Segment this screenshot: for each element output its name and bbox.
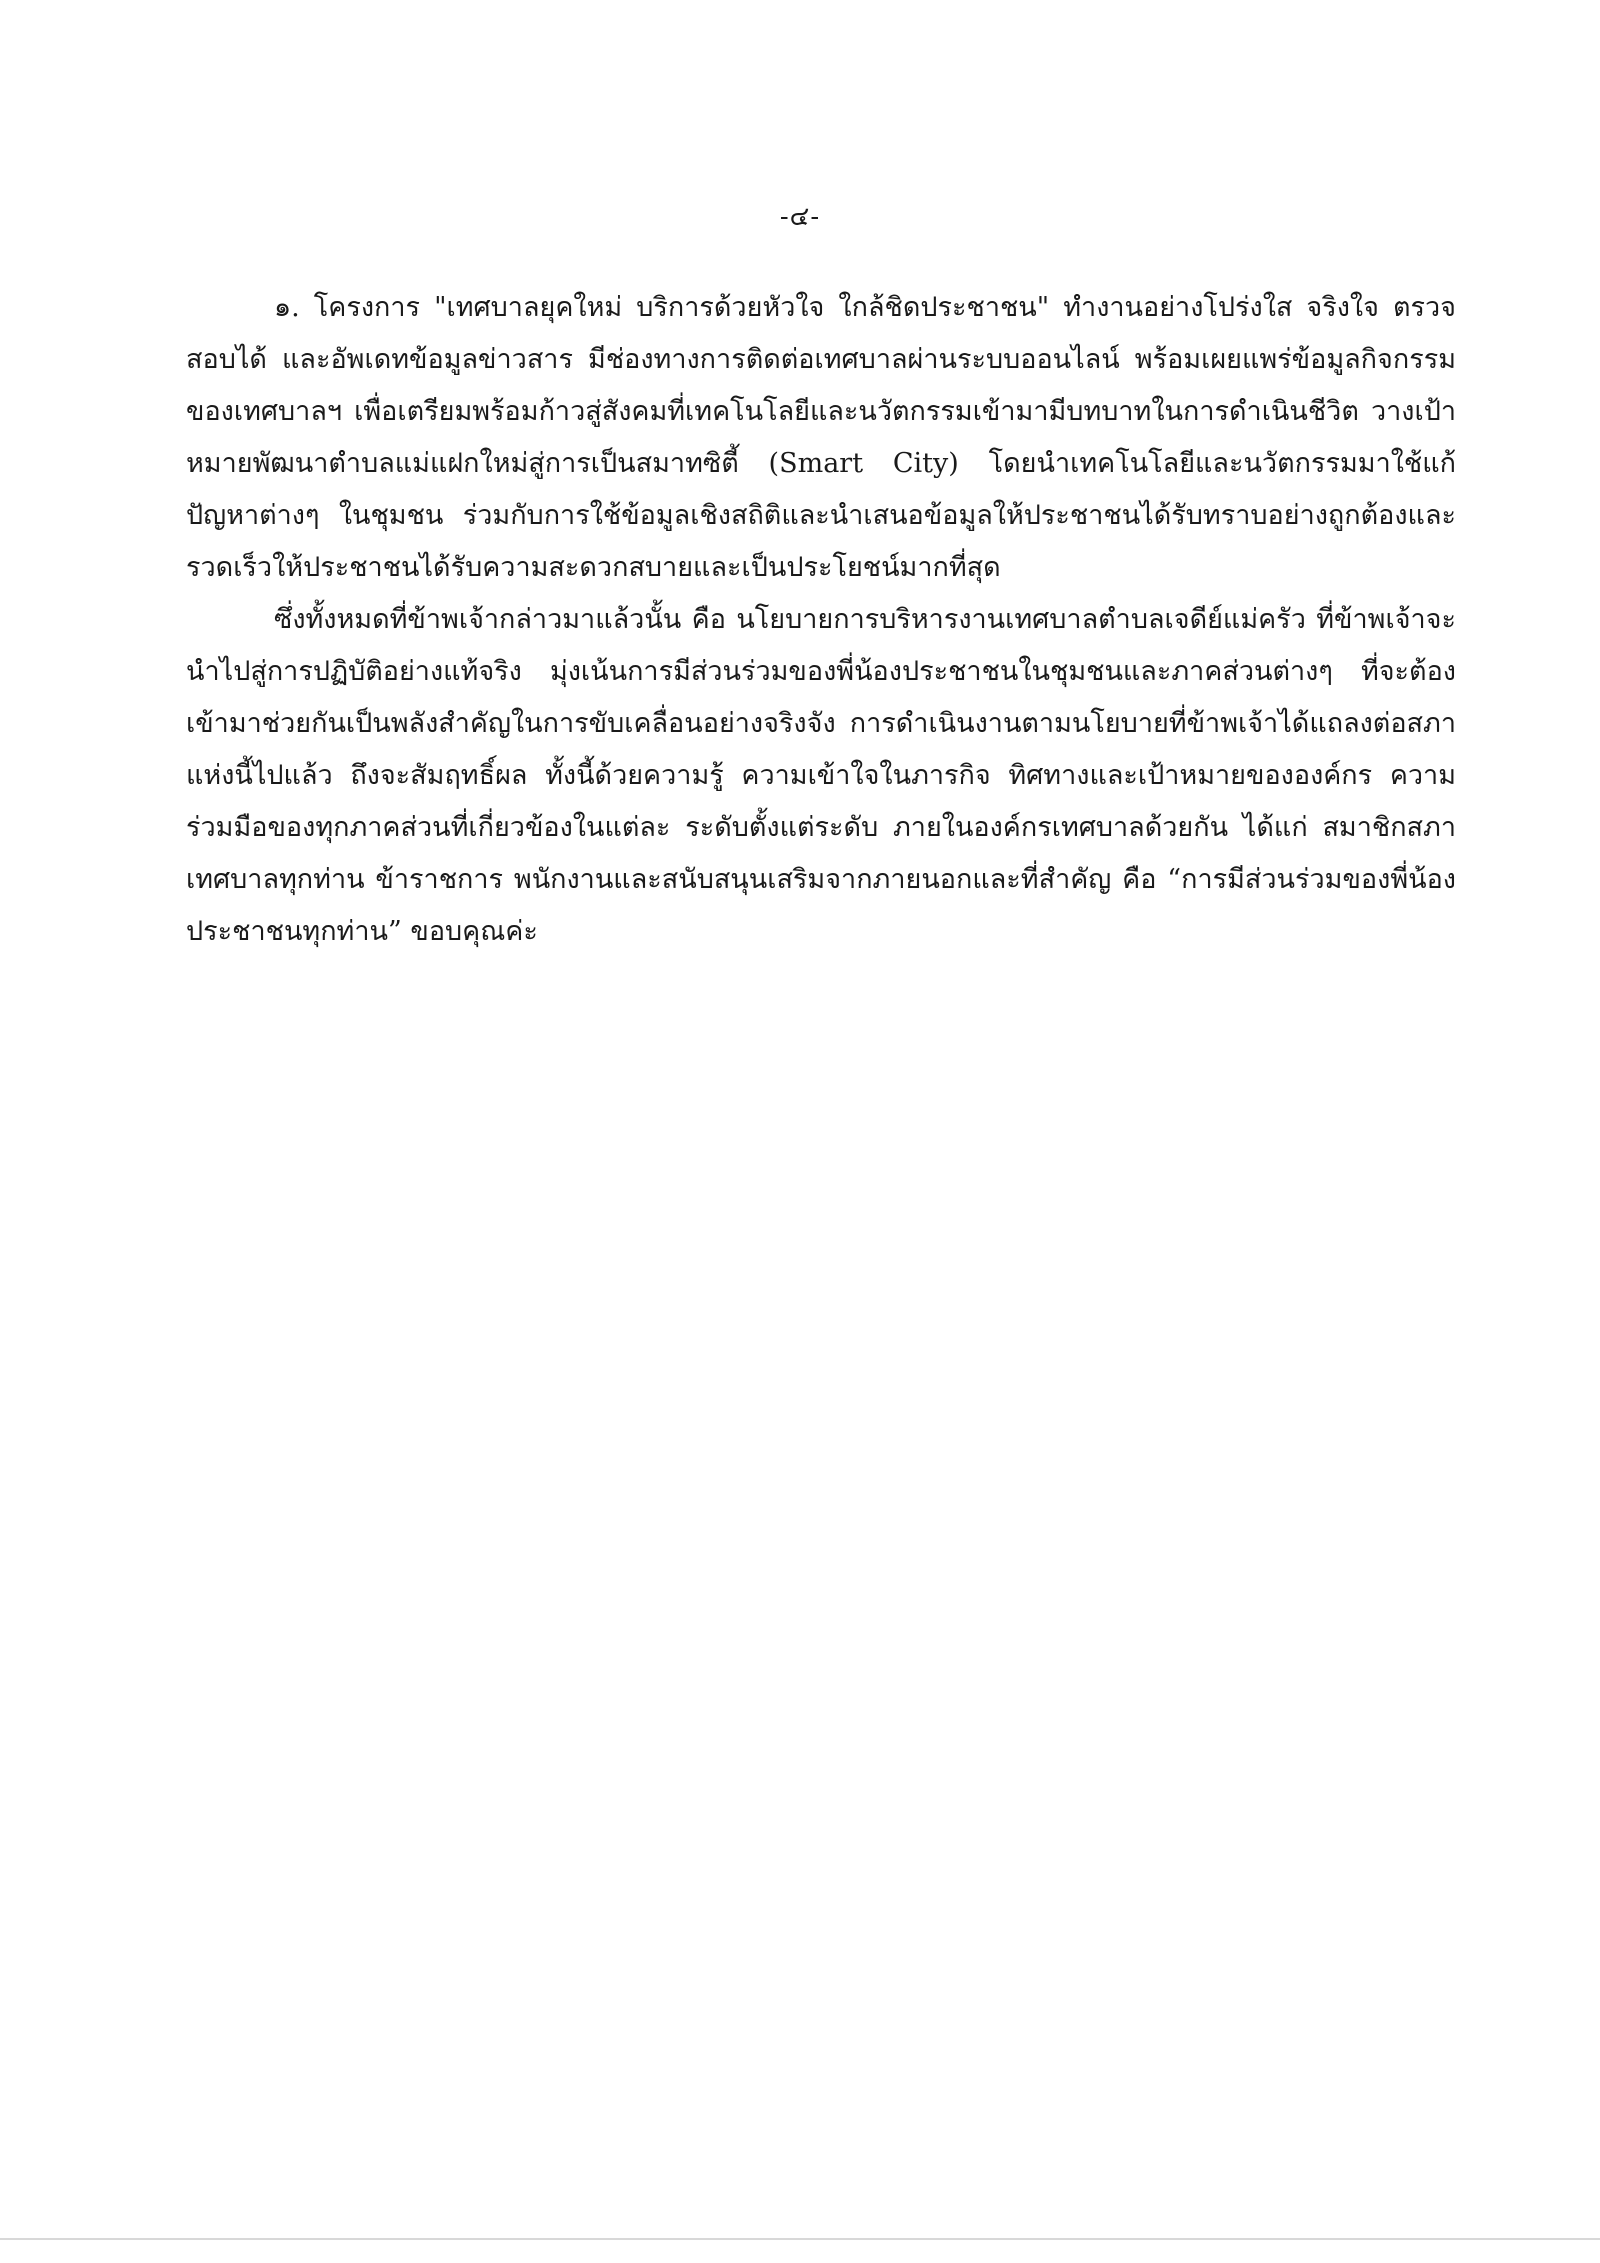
document-body (186, 282, 1456, 958)
scan-edge-line (0, 2238, 1600, 2240)
page-number: -๔- (779, 202, 821, 232)
paragraph-closing-statement: ซึ่งทั้งหมดที่ข้าพเจ้ากล่าวมาแล้วนั้น คือ นโยบายการบริหารงานเทศบาลตำบลเจดีย์แม่ครัว ที่ข้าพเจ้าจะนำไปสู่การปฏิบัติอย่างแท้จริง มุ่งเน้นการมีส่วนร่วมของพี่น้องประชาชนในชุมชนและภาคส่วนต่างๆ ที่จะต้องเข้ามาช่วยกันเป็นพลังสำคัญในการขับเคลื่อนอย่างจริงจัง การดำเนินงานตามนโยบายที่ข้าพเจ้าได้แถลงต่อสภาแห่งนี้ไปแล้ว ถึงจะสัมฤทธิ์ผล ทั้งนี้ด้วยความรู้ ความเข้าใจในภารกิจ ทิศทางและเป้าหมายขององค์กร ความร่วมมือของทุกภาคส่วนที่เกี่ยวข้องในแต่ละ ระดับตั้งแต่ระดับ ภายในองค์กรเทศบาลด้วยกัน ได้แก่ สมาชิกสภาเทศบาลทุกท่าน ข้าราชการ พนักงานและสนับสนุนเสริมจากภายนอกและที่สำคัญ คือ “การมีส่วนร่วมของพี่น้องประชาชนทุกท่าน” ขอบคุณค่ะ (186, 604, 1456, 947)
paragraph-project-8: ๑. โครงการ "เทศบาลยุคใหม่ บริการด้วยหัวใจ ใกล้ชิดประชาชน" ทำงานอย่างโปร่งใส จริงใจ ตรวจสอบได้ และอัพเดทข้อมูลข่าวสาร มีช่องทางการติดต่อเทศบาลผ่านระบบออนไลน์ พร้อมเผยแพร่ข้อมูลกิจกรรมของเทศบาลฯ เพื่อเตรียมพร้อมก้าวสู่สังคมที่เทคโนโลยีและนวัตกรรมเข้ามามีบทบาทในการดำเนินชีวิต วางเป้าหมายพัฒนาตำบลแม่แฝกใหม่สู่การเป็นสมาทซิตี้ (Smart City) โดยนำเทคโนโลยีและนวัตกรรมมาใช้แก้ปัญหาต่างๆ ในชุมชน ร่วมกับการใช้ข้อมูลเชิงสถิติและนำเสนอข้อมูลให้ประชาชนได้รับทราบอย่างถูกต้องและรวดเร็วให้ประชาชนได้รับความสะดวกสบายและเป็นประโยชน์มากที่สุด (186, 292, 1456, 583)
